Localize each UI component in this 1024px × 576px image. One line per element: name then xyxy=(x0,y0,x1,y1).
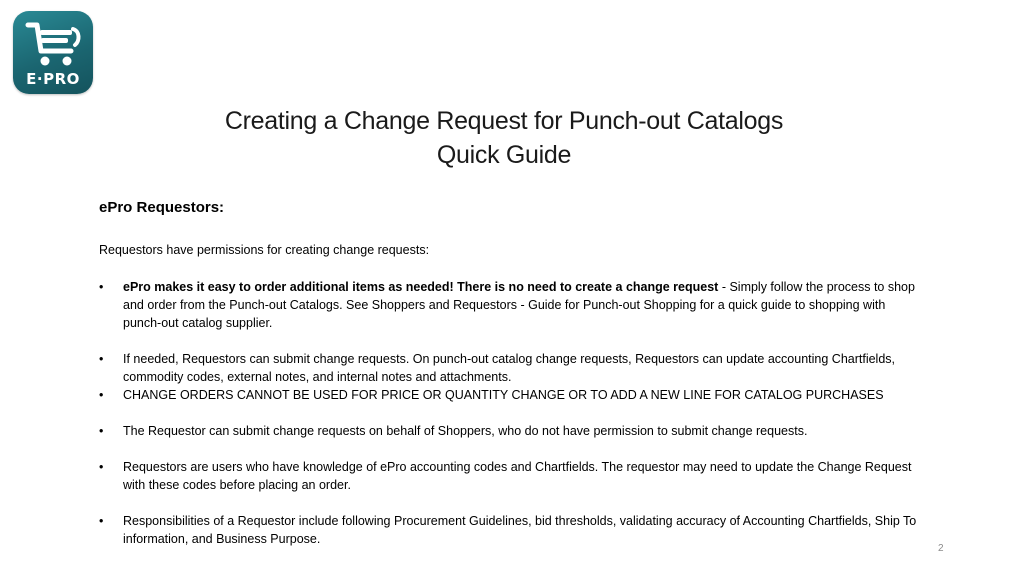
page-number: 2 xyxy=(938,543,944,554)
bullet-text: CHANGE ORDERS CANNOT BE USED FOR PRICE OR QUANTITY CHANGE OR TO ADD A NEW LINE FOR CATALOG PURCHASES xyxy=(123,388,884,402)
shopping-cart-icon xyxy=(25,21,83,69)
intro-text: Requestors have permissions for creating change requests: xyxy=(99,243,430,257)
bullet-text xyxy=(123,278,919,332)
bullet-body-text: - Simply follow the process to shop and order from the Punch-out Catalogs. See Shoppers and Requestors - Guide for Punch-out Shopping for a quick guide to shopping with punch-out catalog supplier. xyxy=(123,280,915,330)
bullet-text: Responsibilities of a Requestor include following Procurement Guidelines, bid thresholds, validating accuracy of Accounting Chartfields, Ship To information, and Business Purpose. xyxy=(123,514,917,546)
bullet-item xyxy=(99,386,919,404)
bullet-text: If needed, Requestors can submit change requests. On punch-out catalog change requests, Requestors can update accounting Chartfields, commodity codes, external notes, and internal notes and attachments. xyxy=(123,352,896,384)
bullet-marker: • xyxy=(99,514,104,528)
bullet-item xyxy=(99,512,919,548)
bullet-marker: • xyxy=(99,424,104,438)
bullet-bold-text: ePro makes it easy to order additional items as needed! There is no need to create a change request xyxy=(123,280,719,294)
bullet-marker: • xyxy=(99,460,104,474)
bullet-item xyxy=(99,422,919,440)
bullet-item xyxy=(99,458,919,494)
page-subtitle: Quick Guide xyxy=(436,141,572,169)
bullet-item xyxy=(99,278,919,332)
logo-text: E·PRO xyxy=(26,70,80,88)
bullet-item xyxy=(99,350,919,386)
bullet-marker: • xyxy=(99,388,104,402)
epro-logo xyxy=(13,11,93,94)
bullet-marker: • xyxy=(99,280,104,294)
bullet-marker: • xyxy=(99,352,104,366)
bullet-text: The Requestor can submit change requests on behalf of Shoppers, who do not have permission to submit change requests. xyxy=(123,424,808,438)
bullet-text: Requestors are users who have knowledge of ePro accounting codes and Chartfields. The requestor may need to update the Change Request with these codes before placing an order. xyxy=(123,460,912,492)
section-heading: ePro Requestors: xyxy=(99,199,225,216)
page-title: Creating a Change Request for Punch-out Catalogs xyxy=(224,107,784,135)
